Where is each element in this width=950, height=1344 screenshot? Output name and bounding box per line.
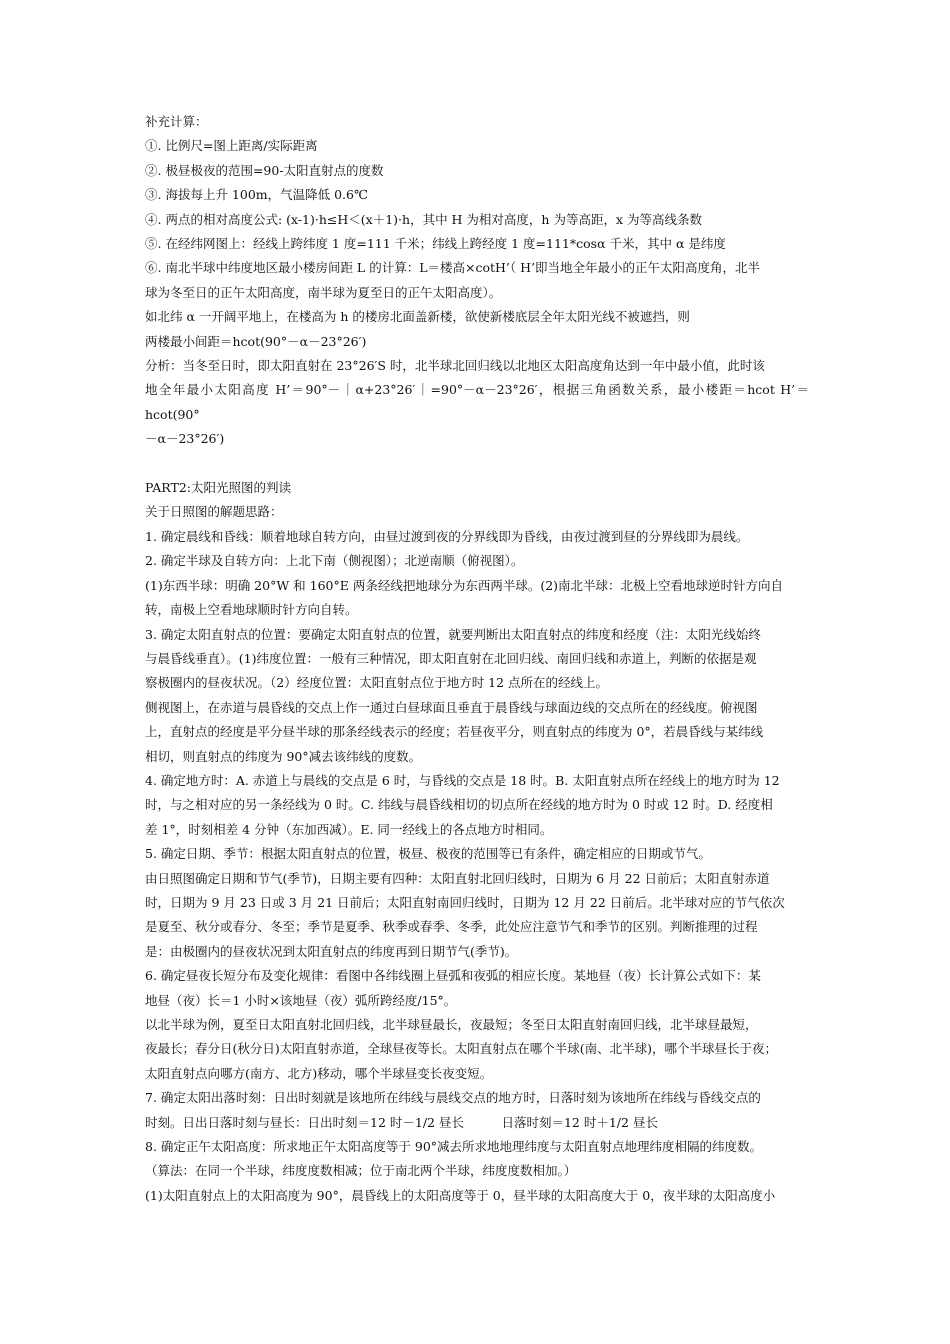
text-line: 是：由极圈内的昼夜状况到太阳直射点的纬度再到日期节气(季节)。 <box>145 943 518 959</box>
text-line: 夜最长；春分日(秋分日)太阳直射赤道，全球昼夜等长。太阳直射点在哪个半球(南、北半球)，哪个半球昼长于夜； <box>145 1041 778 1057</box>
document-body <box>145 110 809 1208</box>
text-line: (1)东西半球：明确 20°W 和 160°E 两条经线把地球分为东西两半球。(2)南北半球：北极上空看地球逆时针方向自 <box>145 577 784 593</box>
text-line: 由日照图确定日期和节气(季节)，日期主要有四种：太阳直射北回归线时，日期为 6 月 22 日前后；太阳直射赤道 <box>145 870 770 886</box>
text-line: ⑤. 在经纬网图上：经线上跨纬度 1 度=111 千米；纬线上跨经度 1 度=111*cosα 千米，其中 α 是纬度 <box>145 236 726 252</box>
text-line: 7. 确定太阳出落时刻：日出时刻就是该地所在纬线与晨线交点的地方时，日落时刻为该地所在纬线与昏线交点的 <box>145 1090 761 1106</box>
text-line: 关于日照图的解题思路： <box>145 504 283 520</box>
text-line: ④. 两点的相对高度公式: (x-1)·h≤H＜(x＋1)·h，其中 H 为相对高度，h 为等高距，x 为等高线条数 <box>145 211 702 227</box>
text-line: 以北半球为例，夏至日太阳直射北回归线，北半球昼最长，夜最短；冬至日太阳直射南回归线，北半球昼最短， <box>145 1017 758 1033</box>
text-line: (1)太阳直射点上的太阳高度为 90°，晨昏线上的太阳高度等于 0，昼半球的太阳高度大于 0，夜半球的太阳高度小 <box>145 1187 776 1203</box>
text-line: 4. 确定地方时：A. 赤道上与晨线的交点是 6 时，与昏线的交点是 18 时。B. 太阳直射点所在经线上的地方时为 12 <box>145 772 780 788</box>
text-line: 时刻。日出日落时刻与昼长：日出时刻＝12 时－1/2 昼长 日落时刻＝12 时＋1/2 昼长 <box>145 1114 658 1130</box>
text-line: 太阳直射点向哪方(南方、北方)移动，哪个半球昼变长夜变短。 <box>145 1065 493 1081</box>
text-line: 两楼最小间距＝hcot(90°－α－23°26′) <box>145 333 367 349</box>
text-line: 地昼（夜）长＝1 小时×该地昼（夜）弧所跨经度/15°。 <box>145 992 457 1008</box>
text-line: 差 1°，时刻相差 4 分钟（东加西减）。E. 同一经线上的各点地方时相同。 <box>145 821 553 837</box>
text-line: 察极圈内的昼夜状况。（2）经度位置：太阳直射点位于地方时 12 点所在的经线上。 <box>145 675 609 691</box>
text-line: 8. 确定正午太阳高度：所求地正午太阳高度等于 90°减去所求地地理纬度与太阳直射点地理纬度相隔的纬度数。 <box>145 1139 763 1155</box>
blank-line <box>145 452 809 476</box>
text-line: 1. 确定晨线和昏线：顺着地球自转方向，由昼过渡到夜的分界线即为昏线，由夜过渡到昼的分界线即为晨线。 <box>145 528 749 544</box>
text-line: 与晨昏线垂直）。(1)纬度位置：一般有三种情况，即太阳直射在北回归线、南回归线和赤道上，判断的依据是观 <box>145 650 757 666</box>
text-line: 补充计算： <box>145 114 208 129</box>
text-line: 地全年最小太阳高度 H’＝90°－｜α+23°26′｜=90°－α－23°26′，根据三角函数关系，最小楼距＝hcot H’＝hcot(90° <box>145 382 809 422</box>
text-line: ②. 极昼极夜的范围=90-太阳直射点的度数 <box>145 162 384 178</box>
text-line: 6. 确定昼夜长短分布及变化规律：看图中各纬线圈上昼弧和夜弧的相应长度。某地昼（夜）长计算公式如下：某 <box>145 968 761 984</box>
text-line: （算法：在同一个半球，纬度度数相减；位于南北两个半球，纬度度数相加。） <box>145 1163 577 1179</box>
section-heading: PART2:太阳光照图的判读 <box>145 480 291 496</box>
text-line: ①. 比例尺=图上距离/实际距离 <box>145 138 318 154</box>
text-line: 如北纬 α 一开阔平地上，在楼高为 h 的楼房北面盖新楼，欲使新楼底层全年太阳光线不被遮挡，则 <box>145 309 690 325</box>
text-line: 时，与之相对应的另一条经线为 0 时。C. 纬线与晨昏线相切的切点所在经线的地方时为 0 时或 12 时。D. 经度相 <box>145 797 773 813</box>
text-line: 时，日期为 9 月 23 日或 3 月 21 日前后；太阳直射南回归线时，日期为 12 月 22 日前后。北半球对应的节气依次 <box>145 894 785 910</box>
text-line: 3. 确定太阳直射点的位置：要确定太阳直射点的位置，就要判断出太阳直射点的纬度和经度（注：太阳光线始终 <box>145 626 761 642</box>
text-line: 球为冬至日的正午太阳高度，南半球为夏至日的正午太阳高度）。 <box>145 284 502 300</box>
text-line: 相切，则直射点的纬度为 90°减去该纬线的度数。 <box>145 748 422 764</box>
text-line: 5. 确定日期、季节：根据太阳直射点的位置，极昼、极夜的范围等已有条件，确定相应的日期或节气。 <box>145 846 711 862</box>
text-line: 分析：当冬至日时，即太阳直射在 23°26′S 时，北半球北回归线以北地区太阳高度角达到一年中最小值，此时该 <box>145 358 765 374</box>
text-line: 是夏至、秋分或春分、冬至；季节是夏季、秋季或春季、冬季，此处应注意节气和季节的区别。判断推理的过程 <box>145 919 758 935</box>
text-line: －α－23°26′) <box>145 431 225 447</box>
text-line: 侧视图上，在赤道与晨昏线的交点上作一通过白昼球面且垂直于晨昏线与球面边线的交点所在的经线度。俯视图 <box>145 699 758 715</box>
text-line: 上，直射点的经度是平分昼半球的那条经线表示的经度；若昼夜平分，则直射点的纬度为 0°，若晨昏线与某纬线 <box>145 724 764 740</box>
text-line: ③. 海拔每上升 100m，气温降低 0.6℃ <box>145 187 368 203</box>
text-line: 2. 确定半球及自转方向：上北下南（侧视图）；北逆南顺（俯视图）。 <box>145 553 524 569</box>
text-line: 转，南极上空看地球顺时针方向自转。 <box>145 602 358 618</box>
text-line: ⑥. 南北半球中纬度地区最小楼房间距 L 的计算：L＝楼高×cotH’（ H’即当地全年最小的正午太阳高度角，北半 <box>145 260 760 276</box>
